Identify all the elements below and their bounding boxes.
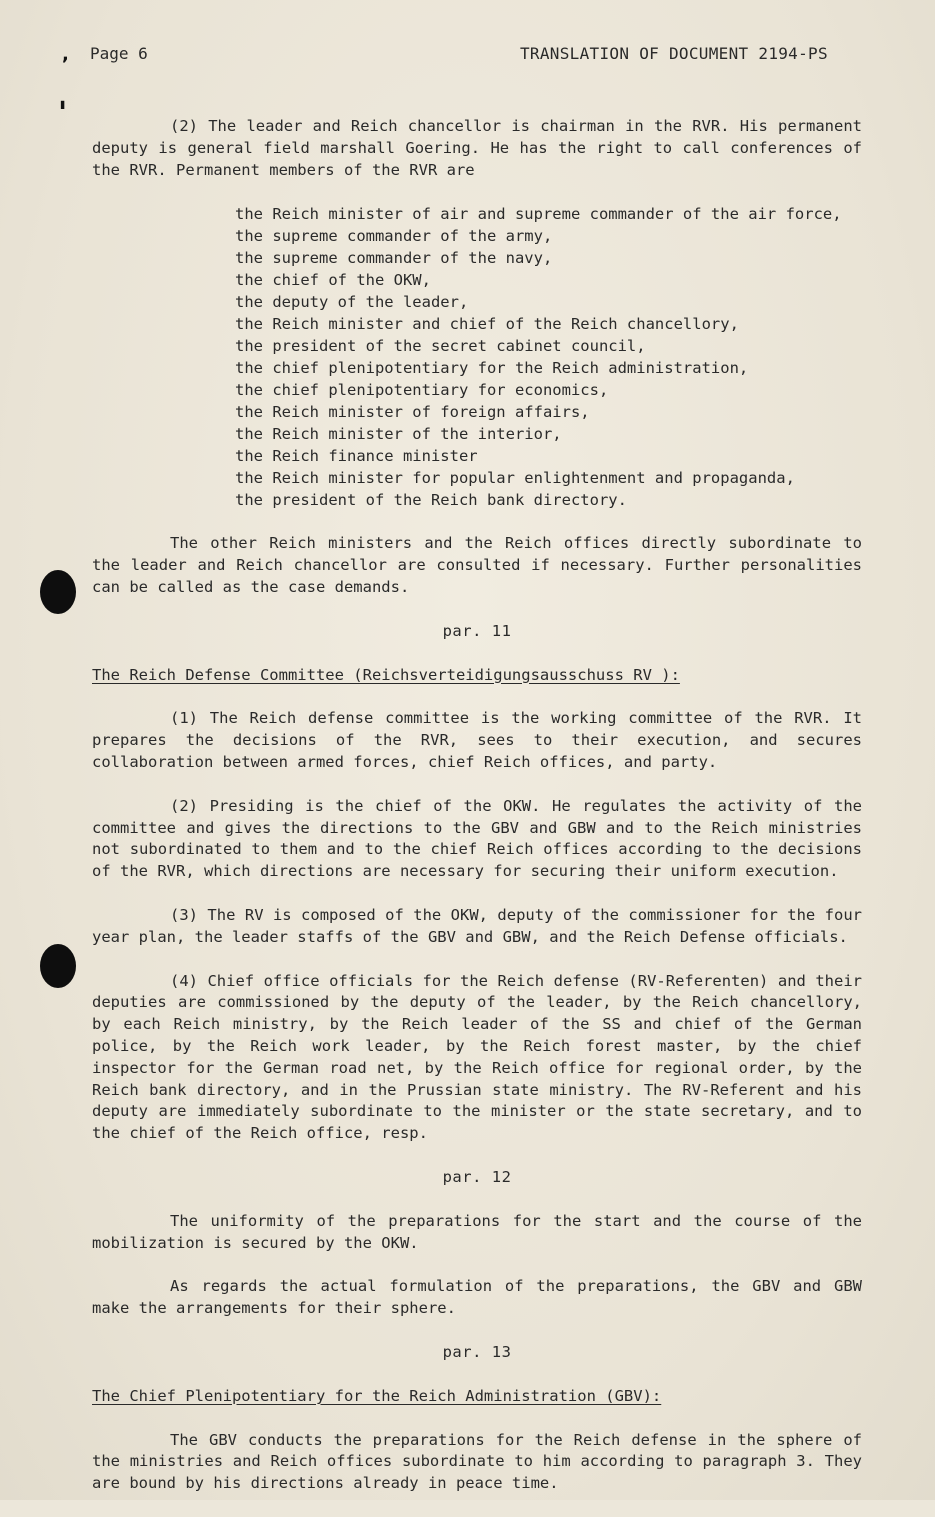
document-title: TRANSLATION OF DOCUMENT 2194-PS [520,44,828,63]
member-item: the Reich minister for popular enlightenment and propaganda, [235,469,795,488]
permanent-members-list [235,203,862,511]
member-item: the deputy of the leader, [235,293,469,312]
page-number: Page 6 [90,44,148,63]
paragraph-par11-3: (3) The RV is composed of the OKW, deputy of the commissioner for the four year plan, the leader staffs of the GBV and GBW, and the Reich Defense officials. [92,905,862,946]
member-item: the Reich minister of foreign affairs, [235,403,590,422]
paragraph-par13-1: The GBV conducts the preparations for the Reich defense in the sphere of the ministries and Reich offices subordinate to him according to paragraph 3. They are bound by his directions already in peace time. [92,1430,862,1493]
section-heading-reich-defense-committee: The Reich Defense Committee (Reichsverteidigungsausschuss RV ): [92,665,680,684]
paragraph-par12-1: The uniformity of the preparations for the start and the course of the mobilization is secured by the OKW. [92,1211,862,1252]
section-heading-gbv: The Chief Plenipotentiary for the Reich Administration (GBV): [92,1386,662,1405]
margin-tick: ' [58,96,68,131]
member-item: the Reich minister of the interior, [235,425,562,444]
punch-hole-lower [40,944,76,988]
member-item: the president of the Reich bank directory. [235,491,627,510]
member-item: the chief plenipotentiary for the Reich administration, [235,359,749,378]
document-body [92,116,862,1517]
paragraph-par11-2: (2) Presiding is the chief of the OKW. He regulates the activity of the committee and gives the directions to the GBV and GBW and to the Reich ministries not subordinated to them and to the chief Reich offices according to the decisions of the RVR, which directions are necessary for securing their uniform execution. [92,796,862,881]
member-item: the president of the secret cabinet council, [235,337,646,356]
paragraph-rvr-chairman: (2) The leader and Reich chancellor is chairman in the RVR. His permanent deputy is general field marshall Goering. He has the right to call conferences of the RVR. Permanent members of the RVR are [92,117,862,179]
member-item: the Reich minister and chief of the Reich chancellory, [235,315,739,334]
member-item: the supreme commander of the navy, [235,249,553,268]
paragraph-par11-4: (4) Chief office officials for the Reich defense (RV-Referenten) and their deputies are commissioned by the deputy of the leader, by the Reich chancellory, by each Reich ministry, by the Reich leader of the SS and chief of the German police, by the Reich work leader, by the Reich forest master, by the chief inspector for the German road net, by the Reich office for regional order, by the Reich bank directory, and in the Prussian state ministry. The RV-Referent and his deputy are immediately subordinate to the minister or the state secretary, and to the chief of the Reich office, resp. [92,971,862,1143]
member-item: the Reich minister of air and supreme commander of the air force, [235,205,842,224]
section-label-par-11: par. 11 [442,621,512,640]
paragraph-par12-2: As regards the actual formulation of the preparations, the GBV and GBW make the arrangements for their sphere. [92,1277,862,1318]
paragraph-other-ministers: The other Reich ministers and the Reich offices directly subordinate to the leader and Reich chancellor are consulted if necessary. Further personalities can be called as the case demands. [92,534,862,596]
member-item: the supreme commander of the army, [235,227,553,246]
section-label-par-12: par. 12 [442,1167,512,1186]
member-item: the Reich finance minister [235,447,478,466]
margin-comma: , [62,44,69,65]
member-item: the chief of the OKW, [235,271,431,290]
member-item: the chief plenipotentiary for economics, [235,381,609,400]
punch-hole-upper [40,570,76,614]
section-label-par-13: par. 13 [442,1342,512,1361]
paragraph-par11-1: (1) The Reich defense committee is the working committee of the RVR. It prepares the decisions of the RVR, sees to their execution, and secures collaboration between armed forces, chief Reich offices, and party. [92,709,862,771]
